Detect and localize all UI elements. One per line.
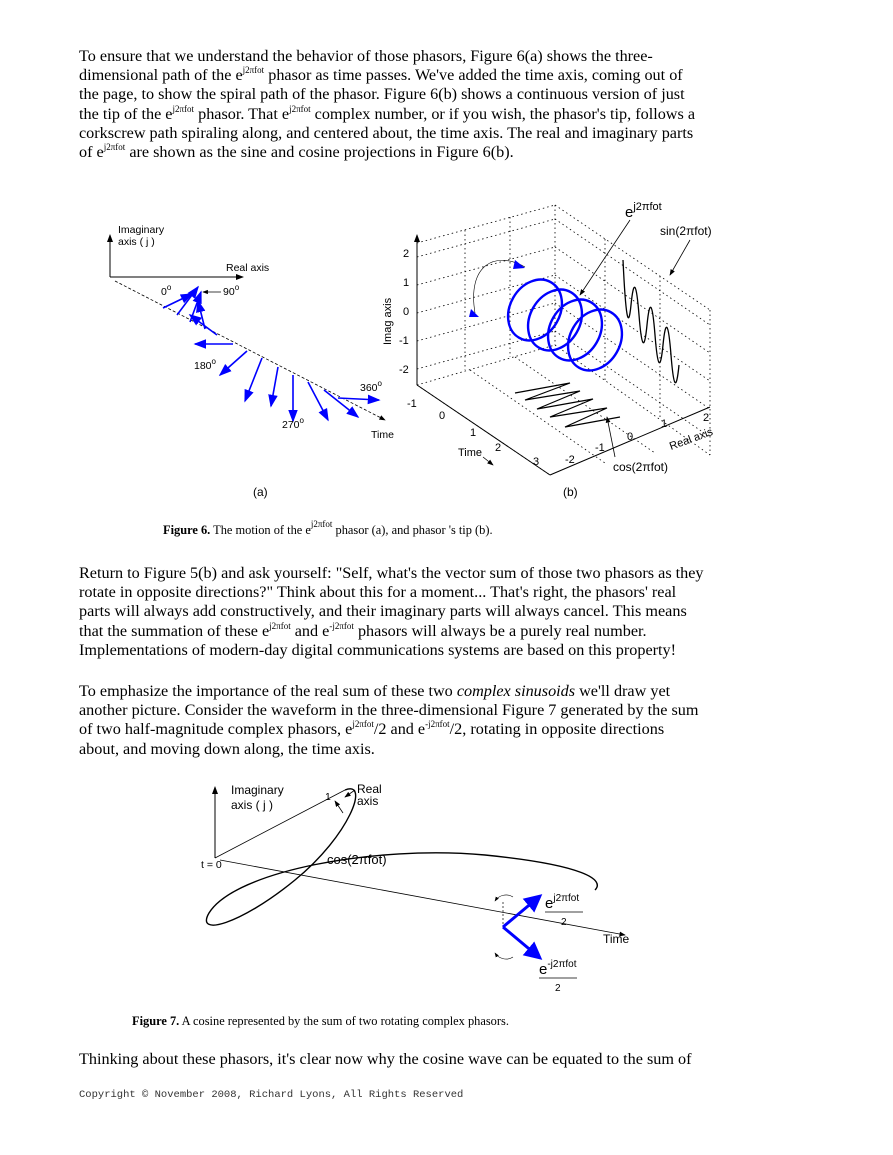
text-line: the page, to show the spiral path of the phasor. Figure 6(b) shows a continuous version of just [79,85,685,104]
real-axis-label: Real [357,782,382,796]
deg-label: 180$^o$ [194,357,216,372]
time-label: Time [371,429,394,441]
y-axis-label: Imag axis [382,297,394,345]
paragraph-4 [79,1050,779,1069]
phasor-arrow [190,315,217,335]
imag-axis-label: axis ( j ) [118,236,155,248]
phasor-arrows [163,287,379,421]
text-line: To ensure that we understand the behavior of those phasors, Figure 6(a) shows the three- [79,47,653,65]
time-tick: 0 [439,410,446,422]
exp-label: $e^{j2\pi fot}$ [625,201,662,221]
y-tick: 2 [403,248,410,260]
text-line: Return to Figure 5(b) and ask yourself: "Self, what's the vector sum of those two phasors as they [79,564,704,582]
phasor-arrow [220,351,247,375]
text-line: of two half-magnitude complex phasors, $e^{j2\pi fot}/2$ and $e^{-j2\pi fot}/2$, rotating in opposite directions [79,719,665,739]
figure-6b [375,195,755,505]
sin-label: sin(2πfot) [660,224,712,238]
text-line: To emphasize the importance of the real sum of these two complex sinusoids we'll draw yet [79,682,671,700]
time-label: Time [603,932,630,946]
real-tick: 1 [661,418,668,430]
negative-phasor [503,927,540,958]
phasor-arrow [245,358,262,401]
deg-label: 90$^o$ [223,283,240,298]
y-tick: -1 [399,335,409,347]
paragraph-1 [79,47,779,162]
half-denominator: 2 [555,983,561,994]
real-tick: 2 [703,412,710,424]
real-axis-label: Real axis [667,426,715,453]
figure-6-caption: Figure 6. The motion of the $e^{j2\pi fot}$ phasor (a), and phasor 's tip (b). [163,519,493,537]
text-line: of $e^{j2\pi fot}$ are shown as the sine and cosine projections in Figure 6(b). [79,142,514,162]
text-line: about, and moving down along, the time axis. [79,739,375,758]
phasor-arrow [271,367,278,406]
deg-label: 0$^o$ [161,283,172,298]
half-denominator: 2 [561,917,567,928]
positive-phasor [503,896,540,927]
time-tick: 1 [470,427,477,439]
cos-label: cos(2πfot) [327,852,387,867]
sine-projection [623,260,679,383]
time-tick: 3 [533,456,540,468]
figure-7-caption: Figure 7. A cosine represented by the sum of two rotating complex phasors. [132,1014,509,1028]
text-line: parts will always add constructively, and their imaginary parts will always cancel. This means [79,602,687,621]
text-line: rotate in opposite directions?" Think about this for a moment... That's right, the phasors' real [79,583,677,602]
cos-label: cos(2πfot) [613,460,668,474]
helix [497,270,632,380]
grid-box [417,205,710,475]
panel-label-b: (b) [563,485,578,499]
text-line: that the summation of these $e^{j2\pi fot}$ and $e^{-j2\pi fot}$ phasors will always be a purely real number. [79,620,647,640]
t0-label: t = 0 [201,859,222,871]
text-line: Implementations of modern-day digital communications systems are based on this property! [79,640,677,659]
one-tick: 1 [325,791,331,803]
time-tick: -1 [407,398,417,410]
imag-axis-label: Imaginary [118,224,165,236]
time-tick: 2 [495,442,502,454]
real-tick: -1 [595,442,605,454]
imag-axis-label: Imaginary [231,783,284,797]
pos-phasor-label: $e^{j2\pi fot}$ [545,893,580,912]
deg-label: 270$^o$ [282,416,304,431]
text-line: corkscrew path spiraling along, and centered about, the time axis. The real and imaginary parts [79,123,694,142]
text-line: another picture. Consider the waveform in the three-dimensional Figure 7 generated by the sum [79,701,699,720]
deg-label: 360$^o$ [360,379,382,394]
phasor-arrow [338,398,379,400]
real-tick: -2 [565,454,575,466]
time-axis-label: Time [458,447,483,459]
text-line: dimensional path of the $e^{j2\pi fot}$ phasor as time passes. We've added the time axis, coming out of [79,65,683,85]
figure-7 [195,775,655,1000]
paragraph-2 [79,564,779,660]
copyright-footer: Copyright © November 2008, Richard Lyons, All Rights Reserved [79,1089,464,1101]
text-line: Thinking about these phasors, it's clear now why the cosine wave can be equated to the sum of [79,1050,692,1068]
paragraph-3 [79,682,779,759]
panel-label-a: (a) [253,485,268,499]
figure-6a [95,215,415,505]
imag-axis-label: axis ( j ) [231,798,273,812]
real-tick: 0 [627,431,634,443]
y-tick: 1 [403,277,410,289]
neg-phasor-label: $e^{-j2\pi fot}$ [539,959,577,978]
y-tick: 0 [403,306,410,318]
text-line: the tip of the $e^{j2\pi fot}$ phasor. That $e^{j2\pi fot}$ complex number, or if you wish, the phasor's tip, follows a [79,103,696,123]
real-axis-label: axis [357,794,379,808]
phasor-arrow [308,382,328,420]
y-tick: -2 [399,364,409,376]
cosine-projection [515,383,620,427]
real-axis-label: Real axis [226,262,270,274]
